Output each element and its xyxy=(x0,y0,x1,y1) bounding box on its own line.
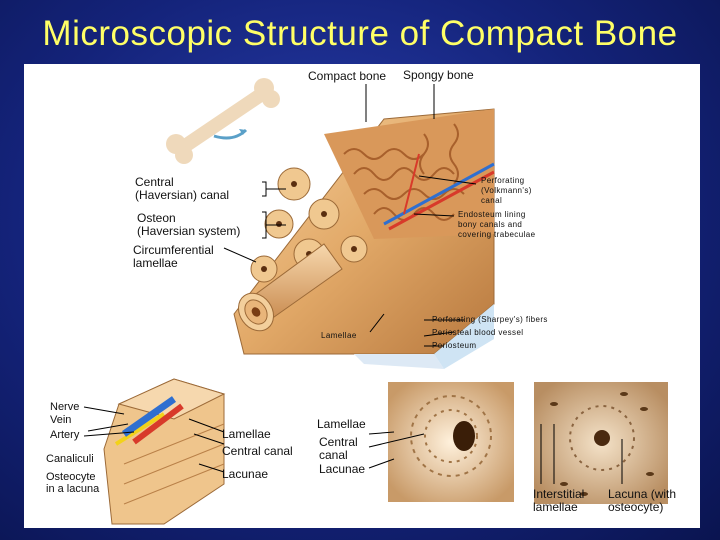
osteocyte-label: Osteocyte in a lacuna xyxy=(46,471,100,495)
central-canal-b-label: Central canal xyxy=(222,444,293,458)
slide-title: Microscopic Structure of Compact Bone xyxy=(42,14,678,53)
periosteum-label: Periosteum xyxy=(432,341,477,350)
vein-label: Vein xyxy=(50,414,72,426)
endosteum-label: Endosteum lining bony canals and covering trabeculae xyxy=(458,210,536,239)
osteon-label: Osteon (Haversian system) xyxy=(137,211,241,238)
canaliculi-label: Canaliculi xyxy=(46,453,94,465)
circumferential-lamellae-label: Circumferential lamellae xyxy=(133,243,214,270)
spongy-bone-label: Spongy bone xyxy=(403,68,474,82)
lamellae-b-label: Lamellae xyxy=(222,427,271,441)
lacunae-c-label: Lacunae xyxy=(319,462,366,476)
central-canal-label: Central (Haversian) canal xyxy=(135,175,230,202)
interstitial-lamellae-label: Interstitial lamellae xyxy=(533,487,585,514)
micrograph-osteon xyxy=(388,382,514,502)
nerve-label: Nerve xyxy=(50,401,80,413)
compact-bone-label: Compact bone xyxy=(308,69,387,83)
lamellae-c-label: Lamellae xyxy=(317,417,366,431)
lacuna-osteocyte-label: Lacuna (with osteocyte) xyxy=(608,487,677,514)
sharpeys-fibers-label: Perforating (Sharpey's) fibers xyxy=(432,315,548,324)
perforating-canal-label: Perforating (Volkmann's) canal xyxy=(481,176,532,205)
lacunae-b-label: Lacunae xyxy=(222,467,269,481)
artery-label: Artery xyxy=(50,429,80,441)
lamellae-label: Lamellae xyxy=(321,331,357,340)
periosteal-vessel-label: Periosteal blood vessel xyxy=(432,328,524,337)
osteon-detail xyxy=(104,379,224,524)
bone-illustration xyxy=(24,64,700,528)
central-canal-c-label: Central canal xyxy=(319,435,358,462)
long-bone-icon xyxy=(166,78,280,164)
diagram-panel xyxy=(24,64,700,528)
